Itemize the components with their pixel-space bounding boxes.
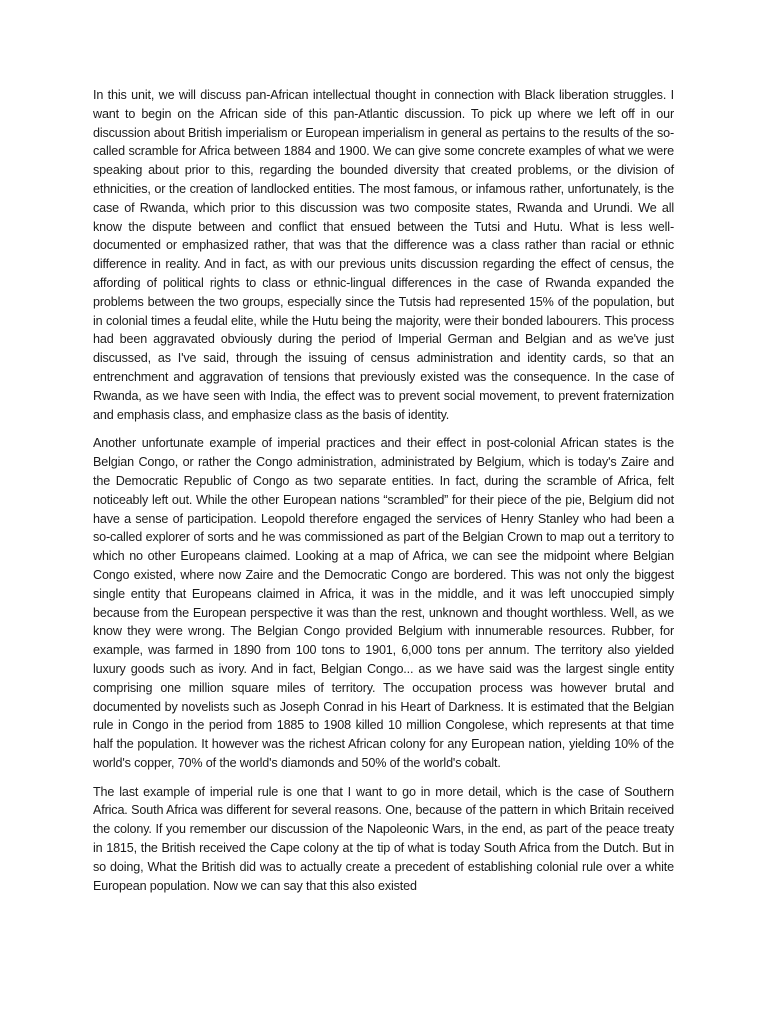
paragraph-rwanda: In this unit, we will discuss pan-African intellectual thought in connection with Black liberation struggles. I want to begin on the African side of this pan-Atlantic discussion. To pick up where we left off in our discussion about British imperialism or European imperialism in general as pertains to the results of the so-called scramble for Africa between 1884 and 1900. We can give some concrete examples of what we were speaking about prior to this, regarding the bounded diversity that created problems, or the division of ethnicities, or the creation of landlocked entities. The most famous, or infamous rather, unfortunately, is the case of Rwanda, which prior to this discussion was two composite states, Rwanda and Urundi. We all know the dispute between and conflict that ensued between the Tutsi and Hutu. What is less well-documented or emphasized rather, that was that the difference was a class rather than racial or ethnic difference in reality. And in fact, as with our previous units discussion regarding the effect of census, the affording of political rights to class or ethnic-lingual differences in the case of Rwanda expanded the problems between the two groups, especially since the Tutsis had represented 15% of the population, but in colonial times a feudal elite, while the Hutu being the majority, were their bonded labourers. This process had been aggravated obviously during the period of Imperial German and Belgian and as we've just discussed, as I've said, through the issuing of census administration and identity cards, so that an entrenchment and aggravation of tensions that previously existed was the consequence. In the case of Rwanda, as we have seen with India, the effect was to prevent social movement, to prevent fraternization and emphasis class, and emphasize class as the basis of identity. [93, 88, 674, 422]
paragraph-belgian-congo: Another unfortunate example of imperial practices and their effect in post-colonial African states is the Belgian Congo, or rather the Congo administration, administrated by Belgium, which is today's Zaire and the Democratic Republic of Congo as two separate entities. In fact, during the scramble of Africa, felt noticeably left out. While the other European nations “scrambled” for their piece of the pie, Belgium did not have a sense of participation. Leopold therefore engaged the services of Henry Stanley who had been a so-called explorer of sorts and he was commissioned as part of the Belgian Crown to map out a territory to which no other Europeans claimed. Looking at a map of Africa, we can see the midpoint where Belgian Congo existed, where now Zaire and the Democratic Congo are bordered. This was not only the biggest single entity that Europeans claimed in Africa, it was in the middle, and it was left unoccupied simply because from the European perspective it was than the rest, unknown and thought worthless. Well, as we know they were wrong. The Belgian Congo provided Belgium with innumerable resources. Rubber, for example, was farmed in 1890 from 100 tons to 1901, 6,000 tons per annum. The territory also yielded luxury goods such as ivory. And in fact, Belgian Congo... as we have said was the largest single entity comprising one million square miles of territory. The occupation process was however brutal and documented by novelists such as Joseph Conrad in his Heart of Darkness. It is estimated that the Belgian rule in Congo in the period from 1885 to 1908 killed 10 million Congolese, which represents at that time half the population. It however was the richest African colony for any European nation, yielding 10% of the world's copper, 70% of the world's diamonds and 50% of the world's cobalt. [93, 436, 674, 770]
paragraph-southern-africa: The last example of imperial rule is one that I want to go in more detail, which is the case of Southern Africa. South Africa was different for several reasons. One, because of the pattern in which Britain received the colony. If you remember our discussion of the Napoleonic Wars, in the end, as part of the peace treaty in 1815, the British received the Cape colony at the tip of what is today South Africa from the Dutch. But in so doing, What the British did was to actually create a precedent of establishing colonial rule over a white European population. Now we can say that this also existed [93, 784, 674, 893]
document-page [93, 86, 674, 905]
